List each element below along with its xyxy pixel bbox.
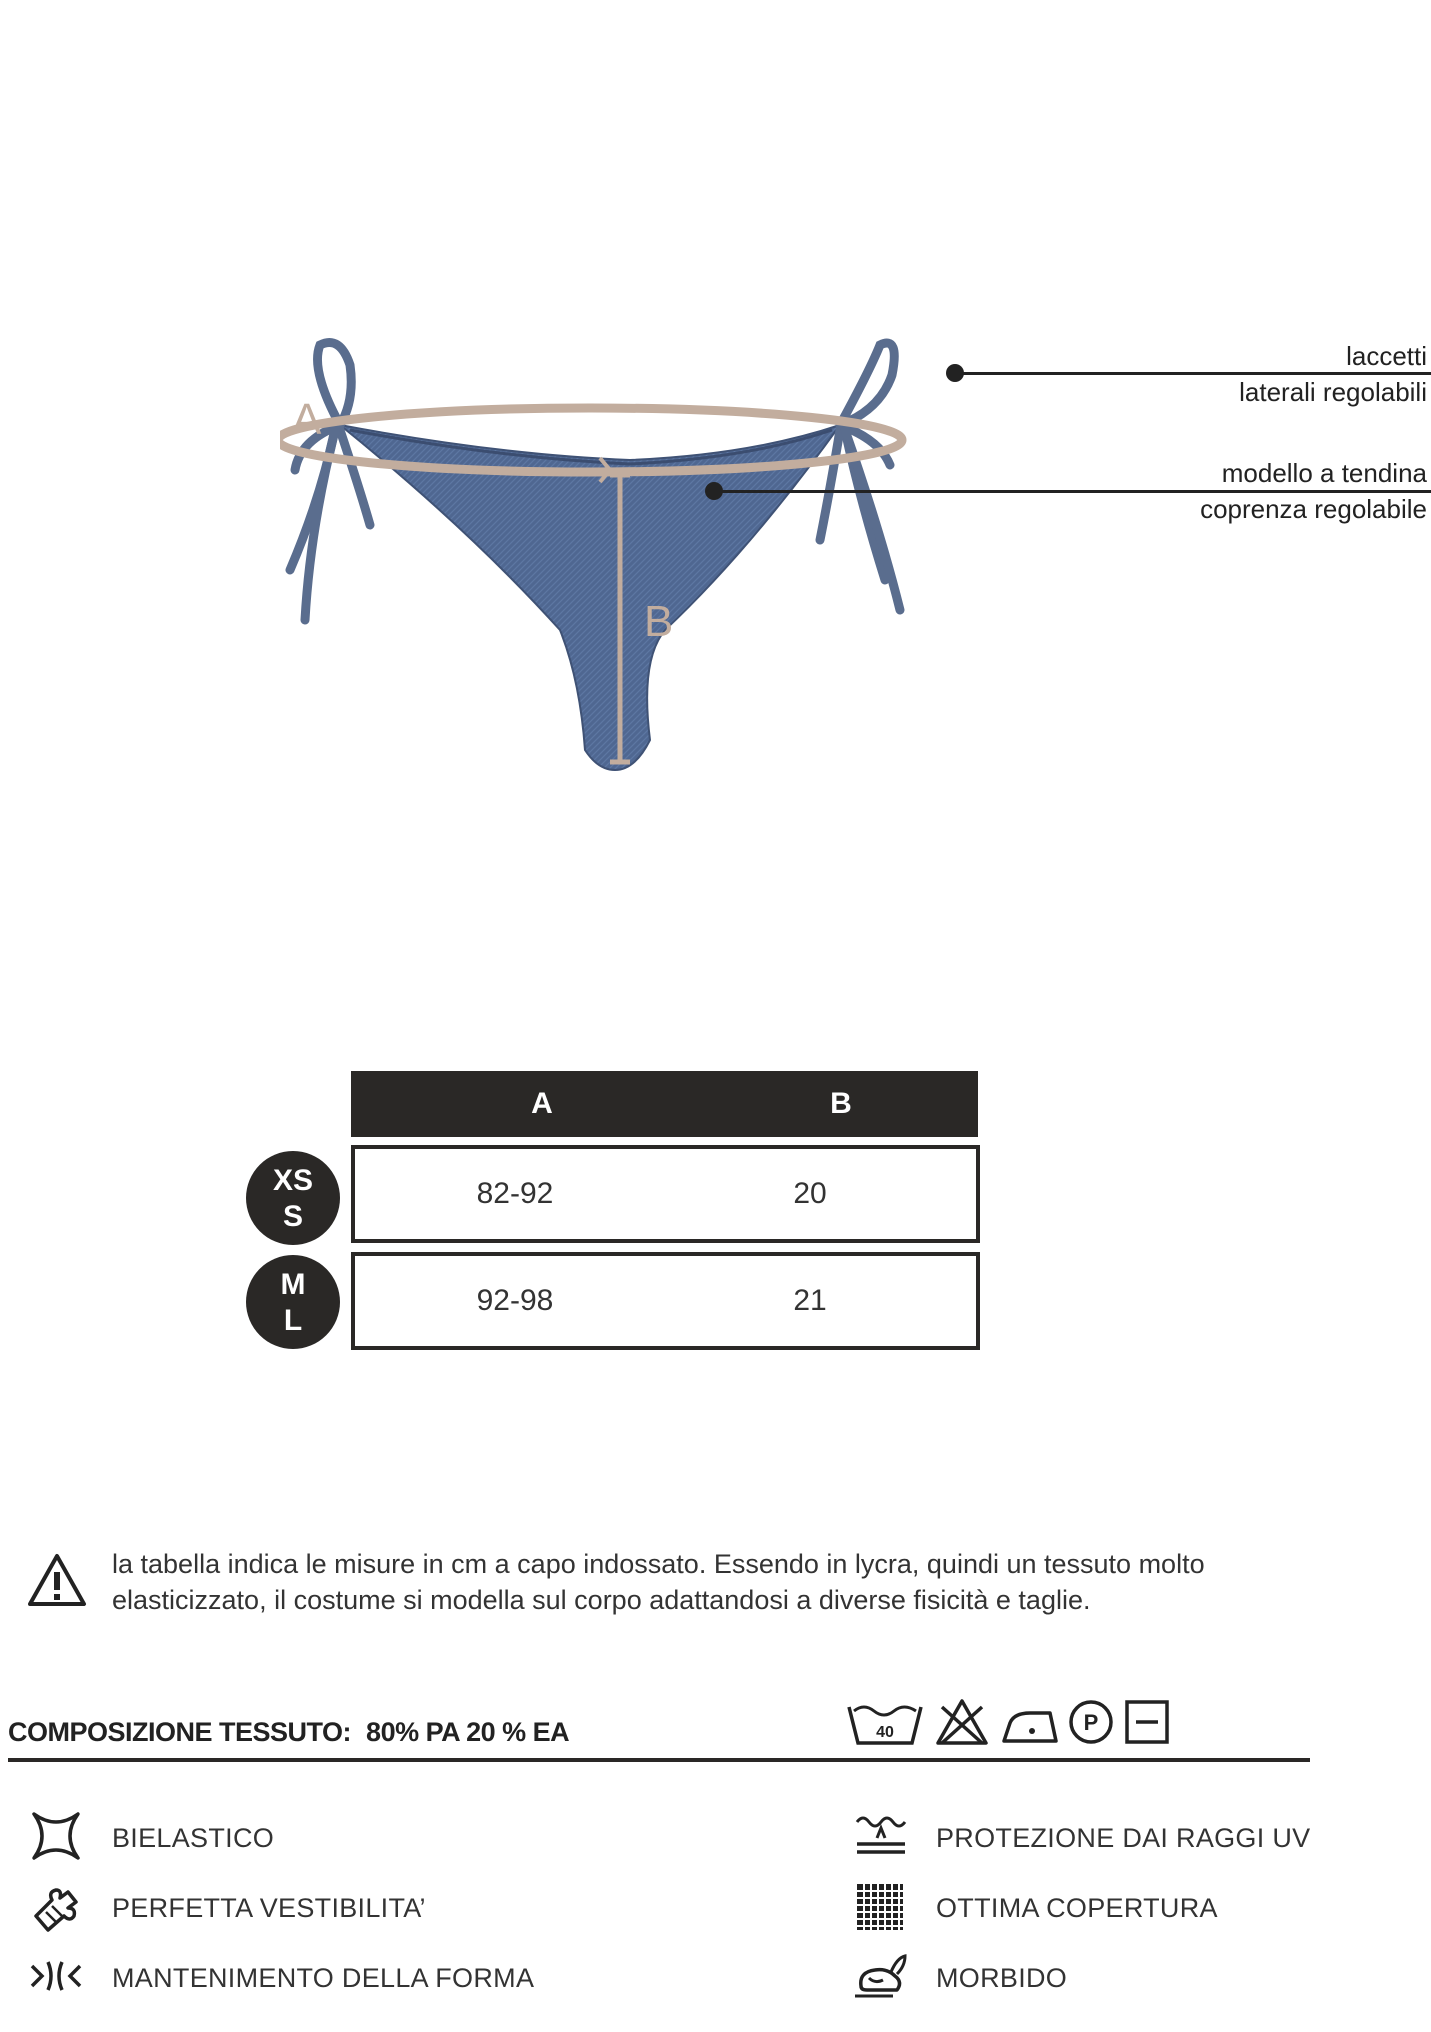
no-bleach-icon <box>934 1697 990 1747</box>
size-badge-bottom: L <box>283 1304 303 1337</box>
dry-flat-icon <box>1124 1697 1170 1747</box>
puzzle-fit-icon <box>28 1878 84 1934</box>
size-badge-bottom: S <box>282 1200 303 1233</box>
feature-label: MANTENIMENTO DELLA FORMA <box>112 1963 535 1993</box>
svg-text:P: P <box>1083 1710 1099 1735</box>
feature-label: BIELASTICO <box>112 1823 275 1853</box>
right-tie-strings <box>820 343 900 610</box>
grid-coverage-icon <box>853 1878 909 1934</box>
composition <box>8 1717 569 1748</box>
size-badge-m-l <box>246 1255 340 1349</box>
feature-label: PERFETTA VESTIBILITA’ <box>112 1893 426 1923</box>
wash-40-icon <box>846 1697 924 1747</box>
callout-coverage <box>1200 455 1431 527</box>
measure-a-label: A <box>292 395 322 444</box>
composition-value: 80% PA 20 % EA <box>366 1717 570 1747</box>
warning-triangle-icon <box>26 1552 88 1608</box>
measure-b-label: B <box>644 597 674 646</box>
callout-coverage-line2: coprenza regolabile <box>1200 494 1427 524</box>
dry-clean-p-icon <box>1068 1697 1114 1747</box>
bikini-body <box>340 425 840 770</box>
size-badge-xs-s <box>246 1151 340 1245</box>
callout-ties <box>1239 338 1431 410</box>
row-value-a: 92-98 <box>476 1284 554 1317</box>
feature-label: OTTIMA COPERTURA <box>936 1893 1218 1923</box>
size-table-header <box>351 1071 978 1137</box>
left-tie-strings <box>290 343 370 621</box>
row-value-b: 21 <box>793 1284 827 1317</box>
feature-label: PROTEZIONE DAI RAGGI UV <box>936 1823 1311 1853</box>
stretch-icon <box>28 1808 84 1864</box>
iron-low-icon <box>1000 1697 1060 1747</box>
table-row <box>351 1145 980 1243</box>
row-value-a: 82-92 <box>476 1177 554 1210</box>
svg-text:40: 40 <box>876 1724 894 1741</box>
size-badge-top: M <box>280 1268 306 1301</box>
table-row <box>351 1252 980 1350</box>
soft-rabbit-icon <box>853 1948 909 2004</box>
feature-label: MORBIDO <box>936 1963 1068 1993</box>
header-b: B <box>830 1087 852 1120</box>
row-value-b: 20 <box>793 1177 827 1210</box>
callout-ties-line1: laccetti <box>1346 341 1427 371</box>
size-note-text: la tabella indica le misure in cm a capo indossato. Essendo in lycra, quindi un tessuto molto elasticizzato, il costume si modella sul corpo adattandosi a diverse fisicità e taglie. <box>112 1549 1205 1615</box>
callout-ties-line2: laterali regolabili <box>1239 377 1427 407</box>
header-a: A <box>531 1087 553 1120</box>
uv-protection-icon <box>853 1808 909 1864</box>
shape-retention-icon <box>28 1948 84 2004</box>
callout-coverage-line1: modello a tendina <box>1221 458 1427 488</box>
size-badge-top: XS <box>272 1164 314 1197</box>
composition-label: COMPOSIZIONE TESSUTO: <box>8 1717 352 1747</box>
composition-divider <box>8 1758 1310 1762</box>
bikini-bottom-illustration <box>280 330 980 790</box>
